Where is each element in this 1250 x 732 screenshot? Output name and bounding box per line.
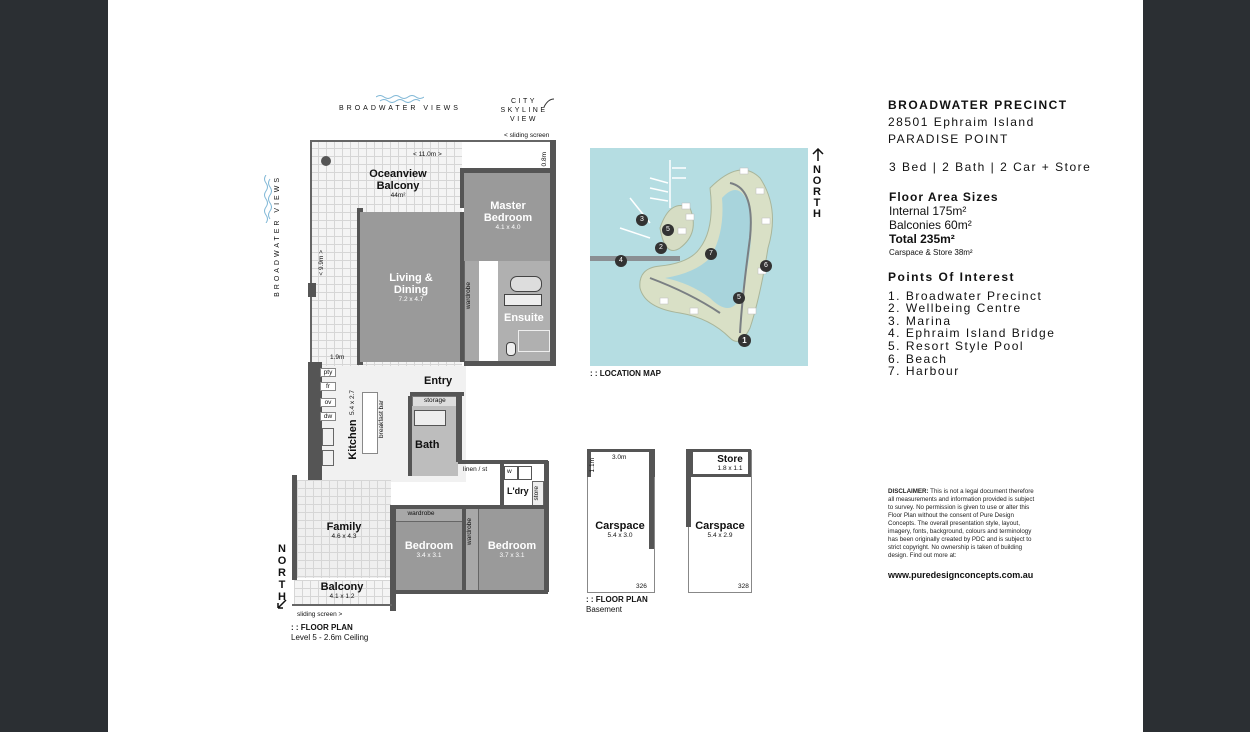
w-label: w (507, 468, 512, 475)
website-link[interactable]: www.puredesignconcepts.com.au (888, 570, 1034, 580)
summary: 3 Bed | 2 Bath | 2 Car + Store (889, 160, 1092, 174)
family-label: Family 4.6 x 4.3 (326, 521, 362, 540)
basement-plan (586, 448, 786, 618)
carspace-326-label: Carspace 5.4 x 3.0 (595, 520, 645, 539)
points-of-interest (888, 271, 1055, 378)
linen-label: linen / st (463, 466, 488, 473)
floor-area-internal: Internal 175m² (889, 204, 967, 218)
map-marker-5b: 5 (733, 292, 745, 304)
wall (456, 396, 462, 462)
carspace-326-dim-w: 3.0m (612, 454, 627, 461)
poi-item: 2. Wellbeing Centre (888, 301, 1022, 316)
floor-plan (108, 0, 568, 660)
map-north-arrow-icon (812, 148, 824, 162)
floor-area-heading: Floor Area Sizes (889, 190, 999, 204)
entry-label: Entry (424, 375, 453, 387)
wall (500, 461, 504, 505)
sink (322, 428, 334, 446)
floor-plan-caption: : : FLOOR PLAN Level 5 - 2.6m Ceiling (291, 623, 369, 642)
ov-label: ov (320, 398, 336, 407)
disclaimer (888, 488, 1038, 560)
floor-area-carspace: Carspace & Store 38m² (889, 248, 973, 257)
bath-label: Bath (415, 439, 440, 451)
location-map (590, 148, 808, 366)
map-marker-4: 4 (615, 255, 627, 267)
floor-plan-north: NORTH (277, 543, 287, 603)
balcony-small-label: Balcony 4.1 x 1.2 (320, 581, 364, 600)
kitchen-label: Kitchen 5.4 x 2.7 (347, 390, 359, 460)
balcony-small-rail (292, 604, 392, 606)
dw-label: dw (320, 412, 336, 421)
skyline-arrow-icon (542, 97, 556, 109)
poi-item: 6. Beach (888, 351, 948, 366)
map-marker-1: 1 (738, 334, 751, 347)
wall (550, 140, 556, 366)
kitchen-appliances (320, 368, 336, 466)
balcony-rail-left (310, 140, 312, 368)
balcony-corner-dot (321, 156, 331, 166)
title-line-3: PARADISE POINT (888, 132, 1009, 146)
map-marker-7: 7 (705, 248, 717, 260)
bedroom-2-label: Bedroom 3.4 x 3.1 (404, 540, 454, 559)
breakfast-bar (362, 392, 378, 454)
bedroom-3-label: Bedroom 3.7 x 3.1 (487, 540, 537, 559)
north-arrow-icon (276, 598, 288, 610)
toilet (506, 342, 516, 356)
poi-item: 7. Harbour (888, 364, 960, 379)
map-marker-6: 6 (760, 260, 772, 272)
wall (308, 283, 316, 297)
location-map-caption: : : LOCATION MAP (590, 369, 661, 378)
water-waves-top-icon (376, 93, 424, 103)
vanity (504, 294, 542, 306)
master-wardrobe (464, 261, 479, 361)
ensuite-label: Ensuite (504, 312, 544, 324)
disclaimer-label: DISCLAIMER: (888, 488, 929, 495)
living-dining-label: Living & Dining 7.2 x 4.7 (389, 272, 433, 303)
wardrobe-2-label: wardrobe (407, 510, 435, 517)
poi-item: 3. Marina (888, 313, 952, 328)
disclaimer-text: This is not a legal document therefore all measurements and information provided is subject to survey. No permission is given to use or alter this Floor Plan without the consent of Pure Design Concepts. The overall presentation style, layout, imagery, fonts, background, colours and terminology has been originally created by PDC and is subject to strict copyright. No ownership is taken of building design. Find out more at: (888, 488, 1035, 559)
sliding-screen-bottom: sliding screen > (297, 611, 343, 618)
water-waves-side-icon (262, 175, 272, 223)
wall (464, 361, 556, 366)
poi-heading: Points Of Interest (888, 270, 1016, 284)
oceanview-balcony-label: Oceanview Balcony 44m² (369, 168, 427, 199)
broadwater-views-side: BROADWATER VIEWS (274, 175, 281, 297)
breakfast-bar-label: breakfast bar (378, 400, 385, 438)
title-line-2: 28501 Ephraim Island (888, 115, 1035, 129)
store-label: store (533, 486, 540, 501)
map-marker-5: 5 (662, 224, 674, 236)
basement-caption: : : FLOOR PLAN Basement (586, 595, 648, 614)
laundry-label: L'dry (507, 486, 529, 496)
map-north-label: NORTH (812, 164, 822, 220)
poi-item: 1. Broadwater Precinct (888, 288, 1043, 303)
plan-sheet (108, 0, 1143, 732)
carspace-328-label: Carspace 5.4 x 2.9 (695, 520, 745, 539)
shower (518, 330, 550, 352)
city-skyline-view: CITY SKYLINE VIEW (500, 98, 548, 123)
fr-label: fr (320, 382, 336, 391)
carspace-326-dim-h: 1.1m (589, 458, 596, 473)
wardrobe-label: wardrobe (465, 282, 472, 310)
map-marker-2: 2 (655, 242, 667, 254)
dim-08m: 0.8m (541, 152, 548, 167)
bath-fixture (414, 410, 446, 426)
wall (544, 461, 549, 592)
broadwater-views-top: BROADWATER VIEWS (339, 105, 461, 112)
map-marker-3: 3 (636, 214, 648, 226)
dim-19m: 1.9m (330, 354, 345, 361)
bathtub (510, 276, 542, 292)
dryer (518, 466, 532, 480)
carspace-326-number: 326 (636, 583, 647, 590)
carspace-328-number: 328 (738, 583, 749, 590)
pty-label: pty (320, 368, 336, 377)
floor-area-balconies: Balconies 60m² (889, 218, 972, 232)
master-bedroom-label: Master Bedroom 4.1 x 4.0 (483, 200, 533, 231)
storage-label: storage (424, 397, 446, 404)
title-line-1: BROADWATER PRECINCT (888, 98, 1068, 112)
cooktop (322, 450, 334, 466)
title-block (888, 97, 1068, 148)
floor-area (889, 190, 999, 260)
sliding-screen-top: < sliding screen (504, 132, 550, 139)
wardrobe-3-label: wardrobe (466, 518, 473, 546)
dim-99m: < 9.9m > (318, 250, 325, 276)
store-label-box: Store 1.8 x 1.1 (717, 454, 743, 472)
balcony-rail-top (310, 140, 554, 142)
floor-area-total: Total 235m² (889, 232, 955, 246)
poi-item: 4. Ephraim Island Bridge (888, 326, 1056, 341)
dim-11m: < 11.0m > (413, 151, 442, 158)
poi-item: 5. Resort Style Pool (888, 338, 1025, 353)
wall (396, 590, 548, 594)
